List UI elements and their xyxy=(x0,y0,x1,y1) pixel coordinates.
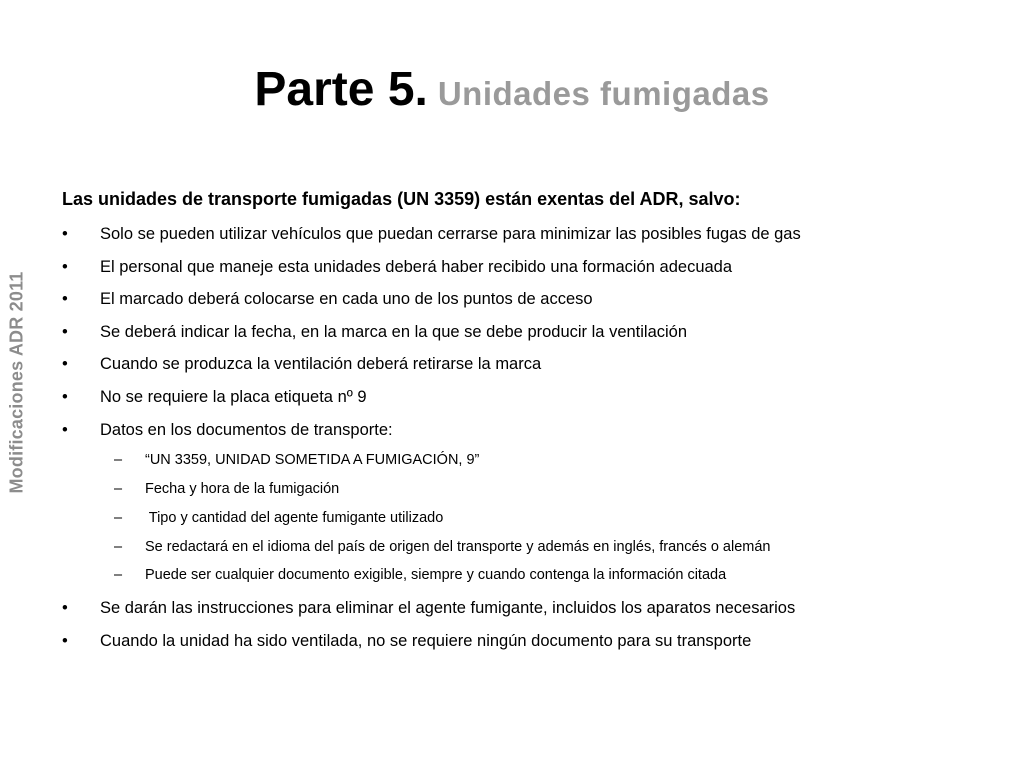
bullet-item xyxy=(62,381,1012,414)
sub-bullet-item xyxy=(62,504,1012,533)
slide-title xyxy=(0,62,1024,117)
bullet-item xyxy=(62,218,1012,251)
final-bullet-list xyxy=(62,592,1012,657)
bullet-marker: • xyxy=(62,631,68,650)
intro-text: Las unidades de transporte fumigadas (UN 3359) están exentas del ADR, salvo: xyxy=(62,189,741,209)
sub-bullet-text: “UN 3359, UNIDAD SOMETIDA A FUMIGACIÓN, 9” xyxy=(145,452,480,469)
bullet-item xyxy=(62,251,1012,284)
sub-bullet-item xyxy=(62,533,1012,562)
bullet-text: Datos en los documentos de transporte: xyxy=(100,420,393,439)
bullet-text: Cuando la unidad ha sido ventilada, no se requiere ningún documento para su transporte xyxy=(100,631,752,650)
bullet-marker: • xyxy=(62,355,68,374)
sub-bullet-item xyxy=(62,561,1012,590)
bullet-marker: • xyxy=(62,599,68,618)
bullet-item xyxy=(62,592,1012,625)
bullet-text: Se darán las instrucciones para eliminar el agente fumigante, incluidos los aparatos necesarios xyxy=(100,599,796,618)
bullet-text: El marcado deberá colocarse en cada uno de los puntos de acceso xyxy=(100,290,593,309)
bullet-text: Cuando se produzca la ventilación deberá retirarse la marca xyxy=(100,355,542,374)
bullet-marker: • xyxy=(62,225,68,243)
sub-bullet-text: Se redactará en el idioma del país de origen del transporte y además en inglés, francés o alemán xyxy=(145,538,771,555)
sub-bullet-marker: – xyxy=(114,538,123,555)
sub-bullet-marker: – xyxy=(114,452,123,469)
bullet-marker: • xyxy=(62,322,68,341)
title-subtitle: Unidades fumigadas xyxy=(437,75,770,112)
sub-bullet-item xyxy=(62,446,1012,475)
sub-bullet-item xyxy=(62,475,1012,504)
side-label: Modificaciones ADR 2011 xyxy=(6,271,27,494)
bullet-item xyxy=(62,316,1012,349)
side-label-container xyxy=(2,245,32,520)
slide-body xyxy=(62,186,1012,657)
sub-bullet-marker: – xyxy=(114,509,123,526)
bullet-marker: • xyxy=(62,420,68,439)
sub-bullet-list xyxy=(62,446,1012,590)
bullet-marker: • xyxy=(62,387,68,406)
sub-bullet-text: Puede ser cualquier documento exigible, siempre y cuando contenga la información citada xyxy=(145,567,727,584)
sub-bullet-text: Tipo y cantidad del agente fumigante utilizado xyxy=(145,509,444,526)
bullet-marker: • xyxy=(62,290,68,309)
sub-bullet-text: Fecha y hora de la fumigación xyxy=(145,480,340,497)
sub-bullet-marker: – xyxy=(114,480,123,497)
bullet-text: El personal que maneje esta unidades deberá haber recibido una formación adecuada xyxy=(100,257,733,276)
bullet-item xyxy=(62,348,1012,381)
sub-bullet-marker: – xyxy=(114,567,123,584)
bullet-item xyxy=(62,283,1012,316)
bullet-list xyxy=(62,218,1012,446)
bullet-text: Solo se pueden utilizar vehículos que puedan cerrarse para minimizar las posibles fugas de gas xyxy=(100,225,801,243)
bullet-text: Se deberá indicar la fecha, en la marca en la que se debe producir la ventilación xyxy=(100,322,688,341)
bullet-item xyxy=(62,414,1012,447)
bullet-item xyxy=(62,625,1012,658)
title-main: Parte 5. xyxy=(254,63,428,116)
bullet-marker: • xyxy=(62,257,68,276)
bullet-text: No se requiere la placa etiqueta nº 9 xyxy=(100,387,367,406)
